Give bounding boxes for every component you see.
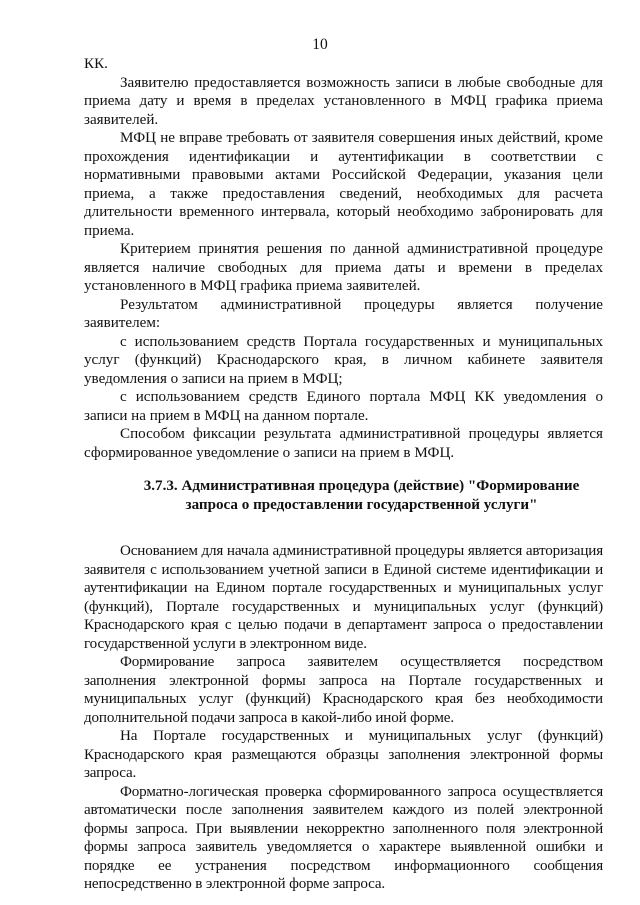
section-heading-line-1: 3.7.3. Административная процедура (действие) "Формирование (143, 478, 580, 494)
paragraph-appointment-option: Заявителю предоставляется возможность записи в любые свободные для приема дату и время в пределах установленного в МФЦ графика приема заявителей. (84, 74, 603, 128)
document-body (84, 55, 603, 894)
paragraph-decision-criterion: Критерием принятия решения по данной административной процедуре является наличие свободных для приема даты и времени в пределах установленного в МФЦ графика приема заявителей. (84, 241, 603, 294)
section-heading (84, 477, 603, 514)
paragraph-procedure-result: Результатом административной процедуры является получение заявителем: (84, 296, 603, 331)
page-number: 10 (312, 36, 328, 53)
paragraph-procedure-basis: Основанием для начала административной процедуры является авторизация заявителя с использованием учетной записи в Единой системе идентификации и аутентификации на Едином портале государственных и муниципальных услуг (функций), Портале государственных и муниципальных услуг (функций) Краснодарского края с целью подачи в департамент запроса о предоставлении государственной услуги в электронном виде. (84, 543, 603, 652)
section-heading-line-2: запроса о предоставлении государственной услуги" (185, 496, 538, 513)
paragraph-result-regional-portal: с использованием средств Портала государственных и муниципальных услуг (функций) Краснодарского края, в личном кабинете заявителя уведомления о записи на прием в МФЦ; (84, 333, 603, 387)
paragraph-format-check: Форматно-логическая проверка сформированного запроса осуществляется автоматически после заполнения заявителем каждого из полей электронной формы запроса. При выявлении некорректно заполненного поля электронной формы запроса заявитель уведомляется о характере выявленной ошибки и порядке ее устранения посредством информационного сообщения непосредственно в электронной форме запроса. (84, 783, 603, 892)
paragraph-mfc-restrictions: МФЦ не вправе требовать от заявителя совершения иных действий, кроме прохождения идентификации и аутентификации в соответствии с нормативными правовыми актами Российской Федерации, указания цели приема, а также предоставления сведений, необходимых для расчета длительности временного интервала, который необходимо забронировать для приема. (84, 130, 603, 239)
paragraph-request-forming: Формирование запроса заявителем осуществляется посредством заполнения электронной формы запроса на Портале государственных и муниципальных услуг (функций) Краснодарского края без необходимости дополнительной подачи запроса в какой-либо иной форме. (84, 654, 603, 726)
paragraph-form-samples: На Портале государственных и муниципальных услуг (функций) Краснодарского края размещаются образцы заполнения электронной формы запроса. (84, 728, 603, 781)
paragraph-result-fixation: Способом фиксации результата административной процедуры является сформированное уведомление о записи на прием в МФЦ. (84, 426, 603, 461)
paragraph-continuation: КК. (84, 56, 108, 72)
paragraph-result-mfc-portal: с использованием средств Единого портала МФЦ КК уведомления о записи на прием в МФЦ на данном портале. (84, 389, 603, 424)
